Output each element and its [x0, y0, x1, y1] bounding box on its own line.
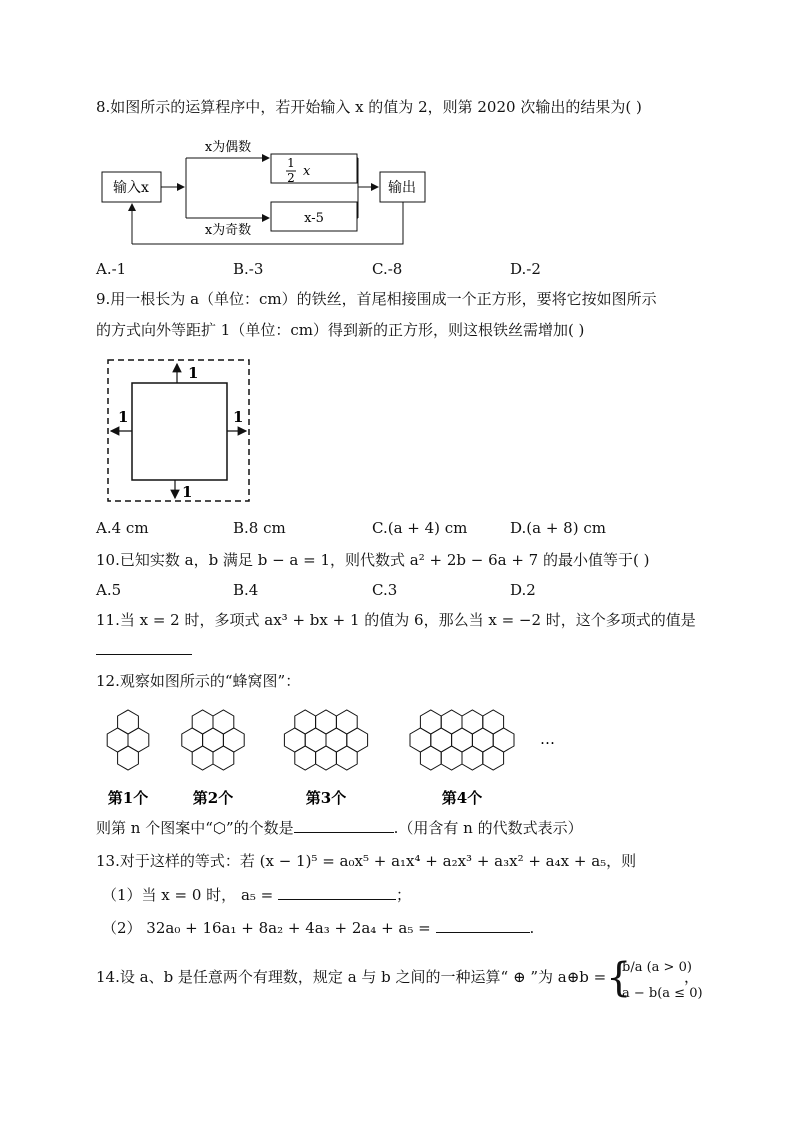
caption-1: 第1个 [107, 789, 149, 807]
label-left: 1 [118, 408, 129, 426]
q13-part2-suffix: . [529, 919, 535, 937]
hexagon-cell [420, 746, 441, 770]
hexagon-cell [192, 746, 213, 770]
ellipsis: … [540, 730, 555, 748]
hexagon-cell [336, 746, 357, 770]
hexagon-cell [284, 728, 305, 752]
inner-square [132, 383, 227, 480]
q14-brace: { [606, 955, 632, 1001]
label-right: 1 [233, 408, 244, 426]
q11-stem: 11.当 x = 2 时，多项式 ax³ + bx + 1 的值为 6，那么当 x = −2 时，这个多项式的值是 [96, 611, 696, 629]
q11-answer-blank[interactable] [96, 640, 192, 660]
q12-question-prefix: 则第 n 个图案中“⬡”的个数是 [96, 819, 294, 837]
hexagon-cell [410, 728, 431, 752]
q10-option-c[interactable]: C.3 [372, 581, 398, 599]
hexagon-cell [452, 728, 473, 752]
even-op-denominator: 2 [287, 171, 295, 185]
q13-part1-suffix: ； [396, 886, 412, 904]
q9-option-a[interactable]: A.4 cm [96, 519, 149, 537]
hexagon-cell [213, 710, 234, 734]
odd-op-label: x-5 [304, 211, 324, 226]
caption-4: 第4个 [441, 789, 483, 807]
q13-part1 [102, 885, 411, 905]
hexagon-cell [441, 710, 462, 734]
hexagon-cell [118, 710, 139, 734]
q10-option-a[interactable]: A.5 [96, 581, 122, 599]
hexagon-cell [305, 728, 326, 752]
q13-part1-blank[interactable] [278, 885, 396, 900]
q8-option-a[interactable]: A.-1 [96, 260, 127, 278]
branch-odd-label: x为奇数 [204, 223, 252, 238]
hexagon-cell [316, 746, 337, 770]
hexagon-cell [107, 728, 128, 752]
q9-stem-line1: 9.用一根长为 a（单位：cm）的铁丝，首尾相接围成一个正方形，要将它按如图所示 [96, 290, 657, 308]
hexagon-cell [295, 746, 316, 770]
q14-trail: ， [684, 968, 700, 986]
hexagon-cell [118, 746, 139, 770]
hexagon-cell [483, 710, 504, 734]
q13-part2-blank[interactable] [436, 918, 530, 933]
q14-case1: b/a (a > 0) [622, 960, 692, 975]
q9-option-b[interactable]: B.8 cm [233, 519, 286, 537]
hexagon-cell [347, 728, 368, 752]
q9-stem-line2: 的方式向外等距扩 1（单位：cm）得到新的正方形，则这根铁丝需增加( ) [96, 321, 585, 339]
q12-question [96, 818, 583, 838]
label-top: 1 [188, 364, 199, 382]
hexagon-cell [431, 728, 452, 752]
q13-part1-prefix: （1）当 x = 0 时， a₅ = [102, 886, 274, 904]
branch-even-label: x为偶数 [204, 140, 252, 155]
q9-option-c[interactable]: C.(a + 4) cm [372, 519, 468, 537]
caption-2: 第2个 [192, 789, 234, 807]
hexagon-cell [336, 710, 357, 734]
hexagon-cell [295, 710, 316, 734]
hexagon-cell [192, 710, 213, 734]
output-box-label: 输出 [388, 180, 416, 196]
q13-part2-prefix: （2） 32a₀ + 16a₁ + 8a₂ + 4a₃ + 2a₄ + a₅ = [102, 919, 431, 937]
q12-honeycomb-figures [96, 698, 566, 810]
input-box-label: 输入x [113, 180, 149, 196]
hexagon-cell [128, 728, 149, 752]
caption-3: 第3个 [305, 789, 347, 807]
label-bottom: 1 [182, 483, 193, 501]
hexagon-cell [441, 746, 462, 770]
hexagon-cell [182, 728, 203, 752]
q10-option-d[interactable]: D.2 [510, 581, 536, 599]
q9-option-d[interactable]: D.(a + 8) cm [510, 519, 606, 537]
hexagon-cell [462, 710, 483, 734]
q9-square-figure [100, 354, 260, 514]
hexagon-cell [316, 710, 337, 734]
q8-stem: 8.如图所示的运算程序中，若开始输入 x 的值为 2，则第 2020 次输出的结果为( ) [96, 98, 642, 116]
q12-answer-blank[interactable] [294, 818, 394, 833]
q8-option-b[interactable]: B.-3 [233, 260, 264, 278]
hexagon-cell [472, 728, 493, 752]
even-op-box [271, 154, 357, 183]
q13-stem: 13.对于这样的等式：若 (x − 1)⁵ = a₀x⁵ + a₁x⁴ + a₂x³ + a₃x² + a₄x + a₅，则 [96, 852, 637, 870]
hexagon-cell [420, 710, 441, 734]
even-op-numerator: 1 [287, 156, 295, 170]
q8-option-d[interactable]: D.-2 [510, 260, 541, 278]
q12-stem: 12.观察如图所示的“蜂窝图”： [96, 672, 301, 690]
hexagon-cell [462, 746, 483, 770]
hexagon-cell [483, 746, 504, 770]
q8-option-c[interactable]: C.-8 [372, 260, 403, 278]
hexagon-cell [326, 728, 347, 752]
q14-case2: a − b(a ≤ 0) [622, 986, 703, 1001]
hexagon-cell [203, 728, 224, 752]
q12-question-suffix: .（用含有 n 的代数式表示） [393, 819, 583, 837]
even-op-var: x [303, 164, 311, 179]
q14-stem: 14.设 a、b 是任意两个有理数，规定 a 与 b 之间的一种运算“ ⊕ ”为 a⊕b = [96, 968, 607, 986]
q13-part2 [102, 918, 534, 938]
hexagon-cell [213, 746, 234, 770]
hexagon-cell [223, 728, 244, 752]
q8-flowchart [96, 130, 436, 252]
hexagon-cell [493, 728, 514, 752]
q10-option-b[interactable]: B.4 [233, 581, 259, 599]
q10-stem: 10.已知实数 a，b 满足 b − a = 1，则代数式 a² + 2b − 6a + 7 的最小值等于( ) [96, 551, 650, 569]
